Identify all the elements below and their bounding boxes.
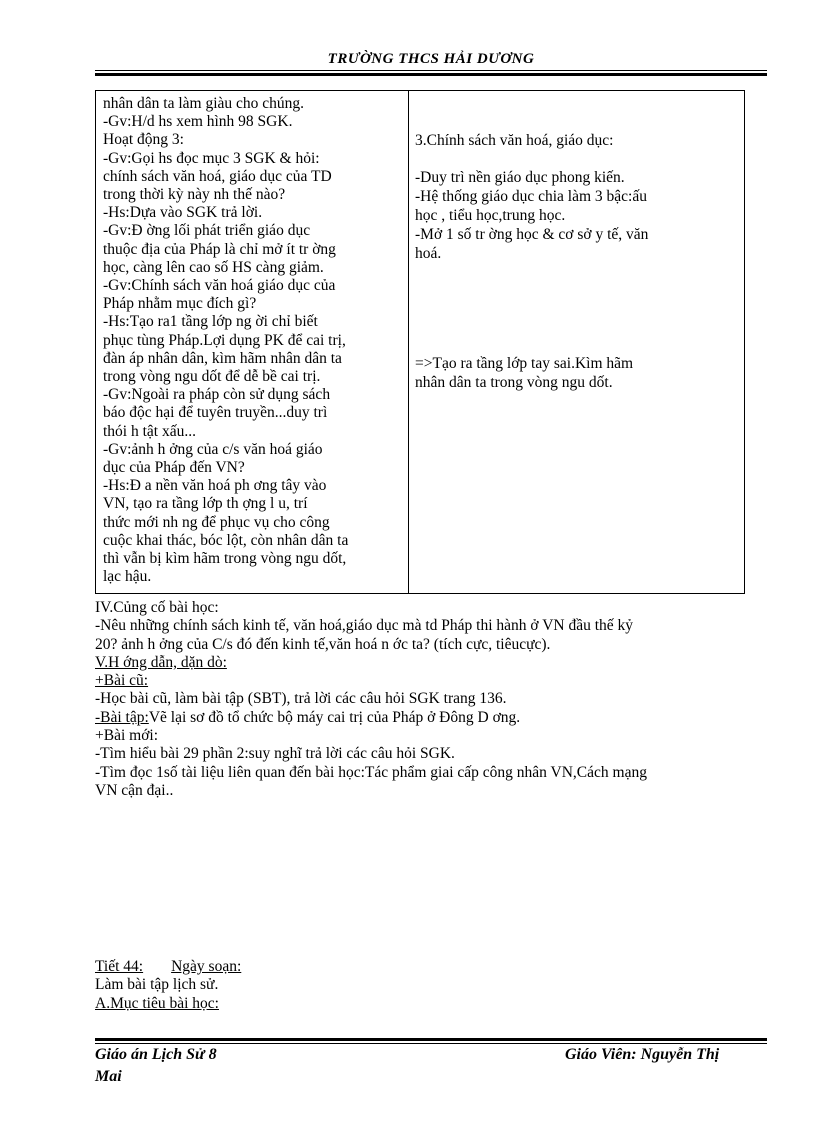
table-row: -Gv:Chính sách văn hoá giáo dục của: [103, 277, 336, 295]
old-lesson-line: -Học bài cũ, làm bài tập (SBT), trả lời các câu hỏi SGK trang 136.: [95, 690, 507, 708]
exercise-line: [95, 709, 775, 727]
table-row: thức mới nh ng để phục vụ cho công: [103, 513, 330, 531]
table-row: -Gv:H/d hs xem hình 98 SGK.: [103, 113, 293, 131]
guidance-heading: V.H ớng dẫn, dặn dò:: [95, 653, 227, 671]
new-lesson-line: -Tìm đọc 1số tài liệu liên quan đến bài học:Tác phẩm giai cấp công nhân VN,Cách mạng: [95, 763, 647, 781]
footer-subject-line: Giáo án Lịch Sử 8: [95, 1046, 217, 1063]
table-row: trong vòng ngu dốt để dễ bề cai trị.: [103, 368, 321, 386]
table-row: đàn áp nhân dân, kìm hãm nhân dân ta: [103, 349, 342, 367]
table-divider: [408, 91, 409, 593]
new-lesson-label: +Bài mới:: [95, 727, 159, 745]
lesson-number: Tiết 44:: [95, 958, 144, 975]
list-item: -Hệ thống giáo dục chia làm 3 bậc:ấu: [415, 188, 647, 205]
old-lesson-label: +Bài cũ:: [95, 672, 149, 690]
table-row: cuộc khai thác, bóc lột, còn nhân dân ta: [103, 531, 349, 549]
list-item: học , tiểu học,trung học.: [415, 207, 566, 224]
exercise-text: Vẽ lại sơ đồ tổ chức bộ máy cai trị của Pháp ở Đông D ơng.: [148, 708, 521, 726]
conclusion-line: nhân dân ta trong vòng ngu dốt.: [415, 374, 613, 391]
table-row: thói h tật xấu...: [103, 422, 196, 440]
list-item: -Duy trì nền giáo dục phong kiến.: [415, 169, 625, 186]
footer-teacher-surname: Mai: [95, 1068, 122, 1085]
table-row: thì vẫn bị kìm hãm trong vòng ngu dốt,: [103, 550, 347, 568]
consolidation-heading: IV.Củng cố bài học:: [95, 599, 219, 616]
new-lesson-line: -Tìm hiểu bài 29 phần 2:suy nghĩ trả lời các câu hỏi SGK.: [95, 745, 455, 763]
footer-subject: [95, 1044, 217, 1066]
table-row: -Hs:Tạo ra1 tầng lớp ng ời chỉ biết: [103, 313, 318, 331]
table-row: -Hs:Dựa vào SGK trả lời.: [103, 204, 263, 222]
consolidation-line: 20? ảnh h ởng của C/s đó đến kinh tế,văn hoá n ớc ta? (tích cực, tiêucực).: [95, 635, 551, 653]
table-row: -Gv:ảnh h ởng của c/s văn hoá giáo: [103, 440, 323, 458]
lesson-wrap-up: [95, 599, 775, 800]
lesson-table: [95, 90, 745, 594]
next-lesson-title: Làm bài tập lịch sử.: [95, 976, 219, 994]
footer-teacher-line: Giáo Viên: Nguyễn Thị: [565, 1046, 720, 1063]
table-row: -Hs:Đ a nền văn hoá ph ơng tây vào: [103, 477, 327, 495]
next-lesson-heading: [95, 958, 241, 976]
table-row: học, càng lên cao số HS càng giảm.: [103, 258, 324, 276]
table-row: nhân dân ta làm giàu cho chúng.: [103, 95, 305, 112]
list-item: -Mở 1 số tr ờng học & cơ sở y tế, văn: [415, 226, 649, 243]
teacher-student-activities: [103, 95, 403, 586]
table-row: trong thời kỳ này nh thế nào?: [103, 186, 286, 204]
lesson-content: [415, 91, 715, 392]
conclusion-line: =>Tạo ra tầng lớp tay sai.Kìm hãm: [415, 355, 634, 372]
table-row: -Gv:Đ ờng lối phát triển giáo dục: [103, 222, 311, 240]
school-title: TRƯỜNG THCS HẢI DƯƠNG: [327, 51, 535, 67]
table-row: -Gv:Ngoài ra pháp còn sử dụng sách: [103, 386, 331, 404]
header-rule-thin: [95, 70, 767, 71]
next-lesson: [95, 958, 241, 1013]
new-lesson-line: VN cận đại..: [95, 781, 174, 799]
prep-date-label: Ngày soạn:: [171, 958, 242, 975]
header-rule-thick: [95, 73, 767, 76]
table-row: báo độc hại để tuyên truyền...duy trì: [103, 404, 328, 422]
table-row: Hoạt động 3:: [103, 131, 184, 149]
footer-teacher: [565, 1044, 719, 1066]
table-row: dục của Pháp đến VN?: [103, 459, 245, 477]
exercise-label: -Bài tập:: [95, 708, 149, 726]
footer-rule-thick: [95, 1038, 767, 1041]
table-row: -Gv:Gọi hs đọc mục 3 SGK & hỏi:: [103, 149, 320, 167]
table-row: thuộc địa của Pháp là chỉ mở ít tr ờng: [103, 240, 336, 258]
table-row: chính sách văn hoá, giáo dục của TD: [103, 167, 332, 185]
lesson-objectives-heading: A.Mục tiêu bài học:: [95, 994, 219, 1012]
list-item: hoá.: [415, 245, 442, 262]
consolidation-line: -Nêu những chính sách kinh tế, văn hoá,giáo dục mà td Pháp thi hành ở VN đầu thế kỷ: [95, 617, 634, 635]
table-row: phục tùng Pháp.Lợi dụng PK để cai trị,: [103, 331, 346, 349]
section-heading: 3.Chính sách văn hoá, giáo dục:: [415, 132, 614, 149]
table-row: VN, tạo ra tầng lớp th ợng l u, trí: [103, 495, 308, 513]
table-row: lạc hậu.: [103, 568, 152, 586]
table-row: Pháp nhằm mục đích gì?: [103, 295, 257, 313]
